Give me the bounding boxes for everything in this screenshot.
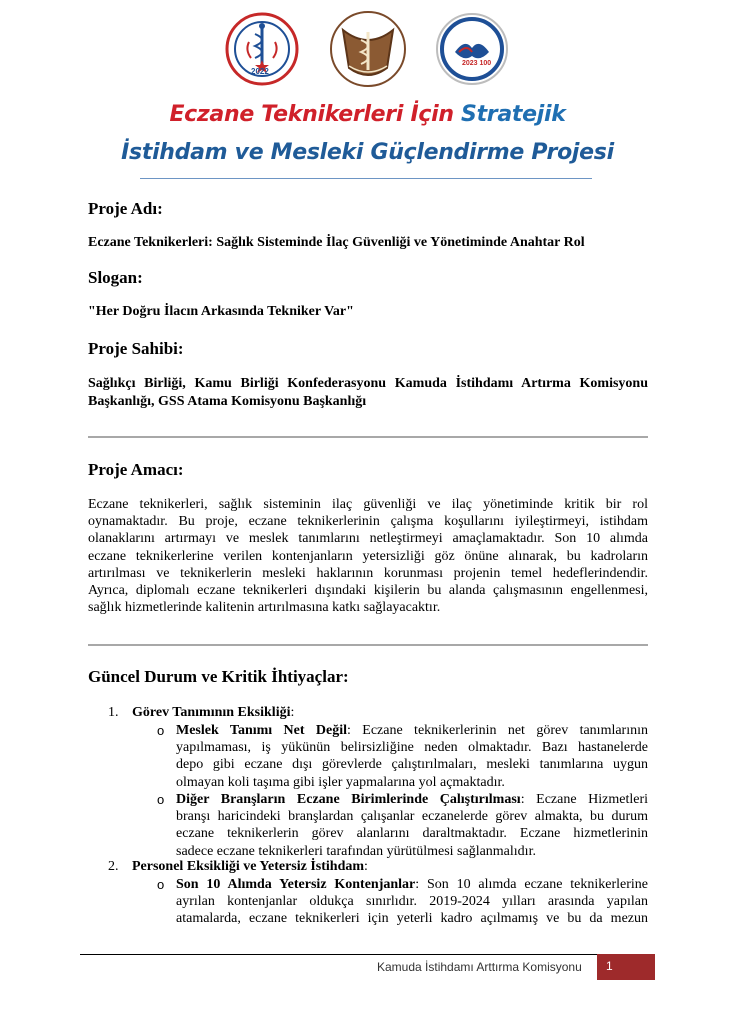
footer-divider (80, 954, 655, 955)
footer-commission-name: Kamuda İstihdamı Arttırma Komisyonu (377, 960, 582, 974)
sub-item-line: eczane teknikerlerin görev alanlarını daraltmaktadır. Eczane hizmetlerinin (176, 826, 648, 842)
sub-item-title: Son 10 Alımda Yetersiz Kontenjanlar (176, 877, 416, 892)
list-item-colon: : (290, 705, 295, 720)
list-number: 2. (108, 859, 119, 874)
list-number: 1. (108, 705, 119, 720)
genc-saglik-sendikasi-logo (225, 12, 299, 86)
sub-item-title: Meslek Tanımı Net Değil (176, 723, 348, 738)
purpose-line: Ayrıca, diplomalı eczane teknikerleri dışındaki kişilerin bu alanda çalışmasının engellenmesi, (88, 583, 648, 599)
sub-item-line: branşı haricindeki branşlardan çalışanlar eczanelerde görev almakta, bu durum (176, 809, 648, 825)
purpose-line: eczane teknikerlerine verilen kontenjanların yetersizliği göz önüne alınarak, bu kadroların (88, 548, 648, 564)
slogan-text: "Her Doğru İlacın Arkasında Tekniker Var" (88, 304, 354, 319)
kamu-birligi-konfederasyonu-logo (435, 12, 509, 86)
document-title-line2: İstihdam ve Mesleki Güçlendirme Projesi (121, 140, 614, 165)
list-item-title (132, 859, 368, 875)
sub-item-line (176, 876, 648, 893)
sub-item-first: : Eczane Hizmetleri (520, 792, 648, 807)
document-title-line1 (0, 102, 735, 127)
sub-bullet: o (157, 792, 165, 807)
sub-item (176, 876, 648, 928)
sub-item-line: sadece eczane teknikerleri tarafından yürütülmesi sağlanmalıdır. (176, 843, 536, 859)
current-situation-heading: Güncel Durum ve Kritik İhtiyaçlar: (88, 667, 349, 686)
sub-bullet: o (157, 877, 165, 892)
section-divider (88, 436, 648, 438)
sub-item-first: : Son 10 alımda eczane teknikerlerine (415, 877, 648, 892)
project-owner-line2: Başkanlığı, GSS Atama Komisyonu Başkanlığı (88, 394, 367, 409)
sub-item-line: olmayan koli taşıma gibi işler yapmalarına yol açmaktadır. (176, 774, 505, 790)
kamu-birligi-years: 2023 100 (462, 60, 492, 67)
sub-item-line: depo gibi eczane dışı görevlerde çalıştırılmaları, mesleki tanımlarına uygun (176, 757, 648, 773)
project-owner-heading: Proje Sahibi: (88, 339, 184, 358)
sub-item-first: : Eczane teknikerlerinin net görev tanımlarının (347, 723, 648, 738)
purpose-line: oynamaktadır. Bu proje, eczane teknikerlerinin çalışma koşullarını iyileştirmeyi, istihdam (88, 514, 648, 530)
project-name: Eczane Teknikerleri: Sağlık Sisteminde İlaç Güvenliği ve Yönetiminde Anahtar Rol (88, 235, 585, 250)
project-purpose-paragraph (88, 496, 648, 616)
purpose-line: sağlık hizmetlerinde kalitenin artırılmasına katkı sağlayacaktır. (88, 600, 441, 616)
project-name-heading: Proje Adı: (88, 199, 163, 218)
list-item-title-text: Görev Tanımının Eksikliği (132, 705, 291, 720)
page-number: 1 (606, 959, 613, 973)
sub-item-line: atamalarda, eczane teknikerleri için yeterli kadro açılmamış ve bu da mezun (176, 911, 648, 927)
project-purpose-heading: Proje Amacı: (88, 460, 184, 479)
list-item-colon: : (364, 859, 368, 874)
sub-item-line: yapılmaması, iş yükünün belirsizliğine neden olmaktadır. Bazı hastanelerde (176, 740, 648, 756)
title-part-blue: Stratejik (461, 102, 566, 127)
sub-item (176, 791, 648, 860)
sub-item-line: ayrılan kontenjanlar oldukça sınırlıdır. 2019-2024 yılları arasında yapılan (176, 894, 648, 910)
purpose-line: olanaklarını artırmayı ve meslek tanımlarını netleştirmeyi amaçlamaktadır. Son 10 alımda (88, 531, 648, 547)
saglikci-birligi-logo (329, 10, 407, 88)
list-item-title-text: Personel Eksikliği ve Yetersiz İstihdam (132, 859, 365, 874)
sub-item-line (176, 791, 648, 808)
genc-saglik-year: 2022 (251, 67, 269, 76)
sub-item-line (176, 722, 648, 739)
title-part-red: Eczane Teknikerleri İçin (169, 102, 462, 127)
slogan-heading: Slogan: (88, 268, 143, 287)
sub-item-title: Diğer Branşların Eczane Birimlerinde Çalıştırılması (176, 792, 521, 807)
project-owner-line1: Sağlıkçı Birliği, Kamu Birliği Konfederasyonu Kamuda İstihdamı Artırma Komisyonu (88, 376, 648, 391)
purpose-line: artırılması ve teknikerlerin mesleki haklarının korunması projenin temel hedeflerindendir. (88, 565, 648, 581)
list-item-title (132, 705, 294, 721)
section-divider (88, 644, 648, 646)
purpose-line: Eczane teknikerleri, sağlık sisteminin ilaç güvenliği ve ilaç yönetiminde kritik bir rol (88, 497, 648, 512)
sub-item (176, 722, 648, 791)
title-divider (140, 178, 592, 179)
sub-bullet: o (157, 723, 165, 738)
